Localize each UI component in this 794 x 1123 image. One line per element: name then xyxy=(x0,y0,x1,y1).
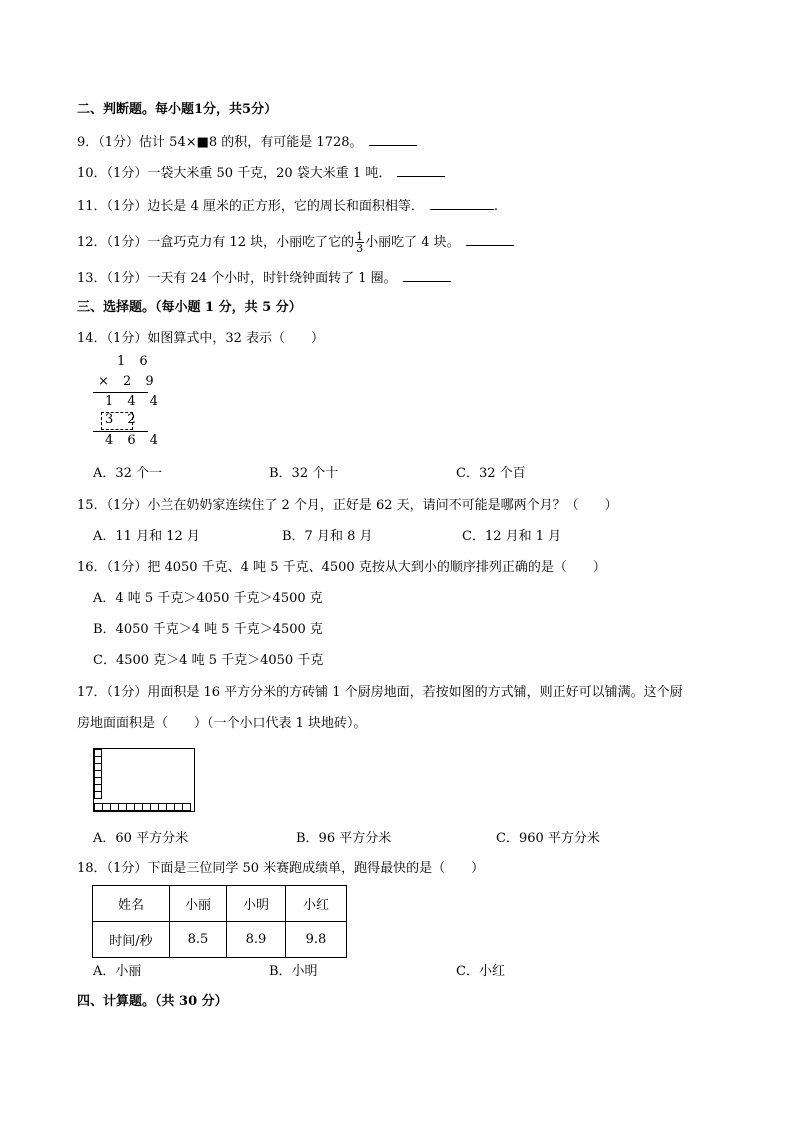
q14-option-c[interactable]: C．32 个百 xyxy=(456,466,526,481)
calc-rule-2 xyxy=(93,431,148,432)
q14-option-a[interactable]: A．32 个一 xyxy=(93,466,163,481)
fraction-one-third xyxy=(355,231,364,254)
fraction-numerator: 1 xyxy=(356,230,364,243)
question-11 xyxy=(77,197,498,216)
table-cell: 8.5 xyxy=(170,922,227,958)
question-14-stem: 14．（1分）如图算式中，32 表示（ ） xyxy=(77,331,324,346)
table-row xyxy=(93,886,347,922)
table-cell: 9.8 xyxy=(286,922,347,958)
section-4-title: 四、计算题。（共 30 分） xyxy=(77,994,228,1009)
vertical-multiplication xyxy=(93,354,164,454)
answer-blank-10[interactable] xyxy=(397,164,445,177)
answer-blank-11[interactable] xyxy=(430,197,494,210)
table-cell: 时间/秒 xyxy=(93,922,170,958)
question-10 xyxy=(77,164,445,183)
answer-blank-9[interactable] xyxy=(369,133,417,146)
question-17-stem-line2: 房地面面积是（ ）（一个小口代表 1 块地砖）。 xyxy=(77,716,367,731)
q16-option-a[interactable]: A．4 吨 5 千克＞4050 千克＞4500 克 xyxy=(93,591,323,606)
race-results-table xyxy=(92,885,347,958)
table-header-cell: 小红 xyxy=(286,886,347,922)
floor-tile-diagram xyxy=(93,748,195,812)
question-13 xyxy=(77,269,451,288)
table-header-cell: 小明 xyxy=(227,886,286,922)
table-header-cell: 姓名 xyxy=(93,886,170,922)
question-9-text: 9．（1分）估计 54×■8 的积，有可能是 1728。 xyxy=(77,135,363,150)
table-cell: 8.9 xyxy=(227,922,286,958)
q14-option-b[interactable]: B．32 个十 xyxy=(269,466,339,481)
question-13-text: 13．（1分）一天有 24 个小时，时针绕钟面转了 1 圈。 xyxy=(77,271,397,286)
q15-option-b[interactable]: B．7 月和 8 月 xyxy=(282,529,373,544)
question-11-period: . xyxy=(493,199,498,214)
question-12-text-post: 小丽吃了 4 块。 xyxy=(365,235,460,250)
answer-blank-12[interactable] xyxy=(466,233,514,246)
q15-option-a[interactable]: A．11 月和 12 月 xyxy=(93,529,200,544)
q17-option-a[interactable]: A．60 平方分米 xyxy=(93,831,189,846)
calc-row-3: 1 4 4 xyxy=(105,394,164,409)
q15-option-c[interactable]: C．12 月和 1 月 xyxy=(462,529,562,544)
question-15-stem: 15．（1分）小兰在奶奶家连续住了 2 个月，正好是 62 天，请问不可能是哪两个月？（ ） xyxy=(77,498,618,513)
q18-option-b[interactable]: B．小明 xyxy=(269,964,318,979)
tile xyxy=(94,791,102,799)
question-17-stem-line1: 17．（1分）用面积是 16 平方分米的方砖铺 1 个厨房地面，若按如图的方式铺，则正好可以铺满。这个厨 xyxy=(77,685,683,700)
calc-rule-1 xyxy=(93,392,148,393)
question-16-stem: 16．（1分）把 4050 千克、4 吨 5 千克、4500 克按从大到小的顺序排列正确的是（ ） xyxy=(77,560,606,575)
question-12-text-pre: 12．（1分）一盒巧克力有 12 块，小丽吃了它的 xyxy=(77,235,355,250)
calc-row-1: 1 6 xyxy=(117,354,153,369)
question-10-text: 10．（1分）一袋大米重 50 千克，20 袋大米重 1 吨． xyxy=(77,166,392,181)
question-18-stem: 18．（1分）下面是三位同学 50 米赛跑成绩单，跑得最快的是（ ） xyxy=(77,861,485,876)
calc-row-5: 4 6 4 xyxy=(105,433,164,448)
fraction-denominator: 3 xyxy=(356,242,364,255)
tile xyxy=(182,803,191,811)
q16-option-c[interactable]: C．4500 克＞4 吨 5 千克＞4050 千克 xyxy=(93,653,324,668)
q18-option-a[interactable]: A．小丽 xyxy=(93,964,142,979)
section-3-title: 三、选择题。（每小题 1 分，共 5 分） xyxy=(77,300,302,315)
q17-option-c[interactable]: C．960 平方分米 xyxy=(496,831,600,846)
q16-option-b[interactable]: B．4050 千克＞4 吨 5 千克＞4500 克 xyxy=(93,622,323,637)
q17-option-b[interactable]: B．96 平方分米 xyxy=(296,831,392,846)
table-row xyxy=(93,922,347,958)
question-9 xyxy=(77,133,417,152)
question-11-text: 11．（1分）边长是 4 厘米的正方形，它的周长和面积相等． xyxy=(77,199,424,214)
q18-option-c[interactable]: C．小红 xyxy=(456,964,505,979)
calc-row-2: × 2 9 xyxy=(98,374,159,389)
section-2-title: 二、判断题。每小题1分，共5分） xyxy=(77,102,278,117)
answer-blank-13[interactable] xyxy=(403,269,451,282)
calc-row-4: 3 2 xyxy=(105,412,141,427)
question-12 xyxy=(77,231,514,254)
table-header-cell: 小丽 xyxy=(170,886,227,922)
